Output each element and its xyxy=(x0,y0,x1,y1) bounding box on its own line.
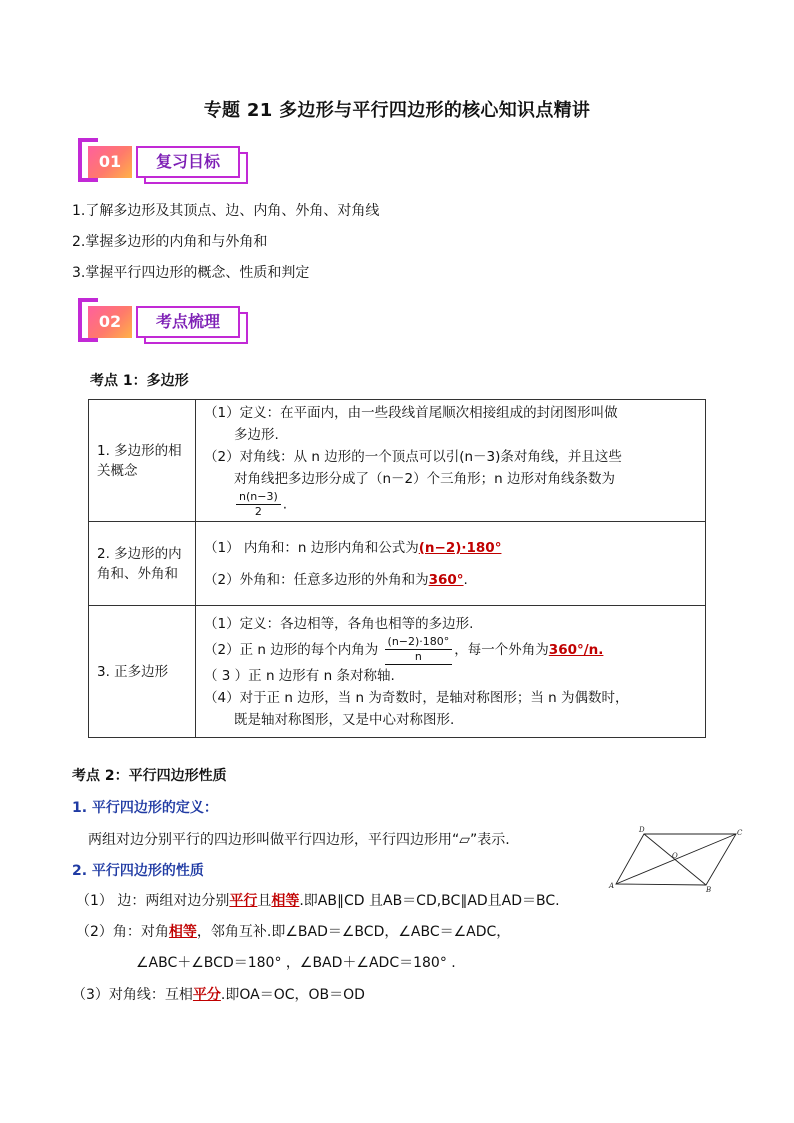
property-angles-sum: ∠ABC＋∠BCD＝180° ，∠BAD＋∠ADC＝180° . xyxy=(136,955,456,971)
answer-fill: 平分 xyxy=(192,987,221,1003)
kaodian-2-heading: 考点 2：平行四边形性质 xyxy=(72,768,227,784)
text-end: . xyxy=(463,571,468,588)
text-line: 对角线把多边形分成了（n－2）个三角形；n 边形对角线条数为 xyxy=(234,471,615,487)
fraction-line xyxy=(204,490,697,519)
fraction xyxy=(236,490,281,519)
fraction xyxy=(385,635,453,665)
row-content xyxy=(196,400,706,522)
fraction-denominator: 2 xyxy=(254,505,262,518)
text: （2）角：对角 xyxy=(76,924,169,940)
label-b: B xyxy=(706,886,712,894)
kaodian-1-heading: 考点 1：多边形 xyxy=(90,373,189,389)
text-line: （2）外角和：任意多边形的外角和为 xyxy=(204,571,429,588)
answer-fill: 360°/n. xyxy=(548,641,604,658)
definition-heading: 1. 平行四边形的定义： xyxy=(72,800,218,816)
fraction-denominator: n xyxy=(385,650,453,665)
text: ，邻角互补.即∠BAD＝∠BCD，∠ABC＝∠ADC， xyxy=(196,924,511,940)
row-head: 1. 多边形的相关概念 xyxy=(89,400,196,522)
label-o: O xyxy=(672,852,678,860)
section-badge-key-points xyxy=(78,298,250,348)
parallelogram-figure xyxy=(606,824,746,894)
answer-fill: 相等 xyxy=(168,924,197,940)
goal-item: 2.掌握多边形的内角和与外角和 xyxy=(72,234,268,250)
properties-heading: 2. 平行四边形的性质 xyxy=(72,863,204,879)
table-row xyxy=(89,522,706,606)
page-title: 专题 21 多边形与平行四边形的核心知识点精讲 xyxy=(203,100,591,121)
label-d: D xyxy=(639,826,645,834)
table-row xyxy=(89,400,706,522)
answer-fill: 360° xyxy=(428,571,464,588)
definition-text: 两组对边分别平行的四边形叫做平行四边形，平行四边形用“▱”表示. xyxy=(88,832,510,848)
badge-number: 01 xyxy=(88,146,132,178)
answer-fill: (n−2)·180° xyxy=(418,539,502,556)
text: .即AB∥CD 且AB＝CD,BC∥AD且AD＝BC. xyxy=(299,893,560,909)
polygon-table xyxy=(88,399,706,738)
row-head: 2. 多边形的内角和、外角和 xyxy=(89,522,196,606)
row-content xyxy=(196,606,706,738)
badge-label: 复习目标 xyxy=(136,146,240,178)
text: 且 xyxy=(257,893,272,909)
text-end: . xyxy=(282,496,288,513)
goal-item: 3.掌握平行四边形的概念、性质和判定 xyxy=(72,265,310,281)
text-line: （4）对于正 n 边形，当 n 为奇数时，是轴对称图形；当 n 为偶数时， xyxy=(204,689,629,706)
text-line: （ 3 ）正 n 边形有 n 条对称轴. xyxy=(204,667,395,684)
answer-fill: 相等 xyxy=(271,893,300,909)
text: （3）对角线：互相 xyxy=(72,987,193,1003)
text-line: ，每一个外角为 xyxy=(454,641,549,658)
text-line: 既是轴对称图形，又是中心对称图形. xyxy=(234,711,455,728)
property-angles xyxy=(76,921,510,941)
property-diagonals xyxy=(72,984,365,1004)
label-c: C xyxy=(737,829,743,837)
row-content xyxy=(196,522,706,606)
table-row xyxy=(89,606,706,738)
badge-label: 考点梳理 xyxy=(136,306,240,338)
label-a: A xyxy=(609,882,615,890)
badge-number: 02 xyxy=(88,306,132,338)
text: （1） 边：两组对边分别 xyxy=(76,893,230,909)
fraction-numerator: (n−2)·180° xyxy=(385,635,453,650)
fraction-numerator: n(n−3) xyxy=(236,490,281,505)
property-sides xyxy=(76,890,560,910)
answer-fill: 平行 xyxy=(229,893,258,909)
text-line: 多边形. xyxy=(234,427,279,443)
text-line: （1） 内角和：n 边形内角和公式为 xyxy=(204,539,419,556)
goal-item: 1.了解多边形及其顶点、边、内角、外角、对角线 xyxy=(72,203,380,219)
text-line: （2）对角线：从 n 边形的一个顶点可以引(n－3)条对角线，并且这些 xyxy=(204,449,622,465)
text-line: （1）定义：各边相等，各角也相等的多边形. xyxy=(204,615,474,632)
section-badge-review-goals xyxy=(78,138,250,188)
text: .即OA＝OC，OB＝OD xyxy=(220,987,365,1003)
text-line: （2）正 n 边形的每个内角为 xyxy=(204,641,379,658)
text-line: （1）定义：在平面内，由一些段线首尾顺次相接组成的封闭图形叫做 xyxy=(204,405,618,421)
row-head: 3. 正多边形 xyxy=(89,606,196,738)
